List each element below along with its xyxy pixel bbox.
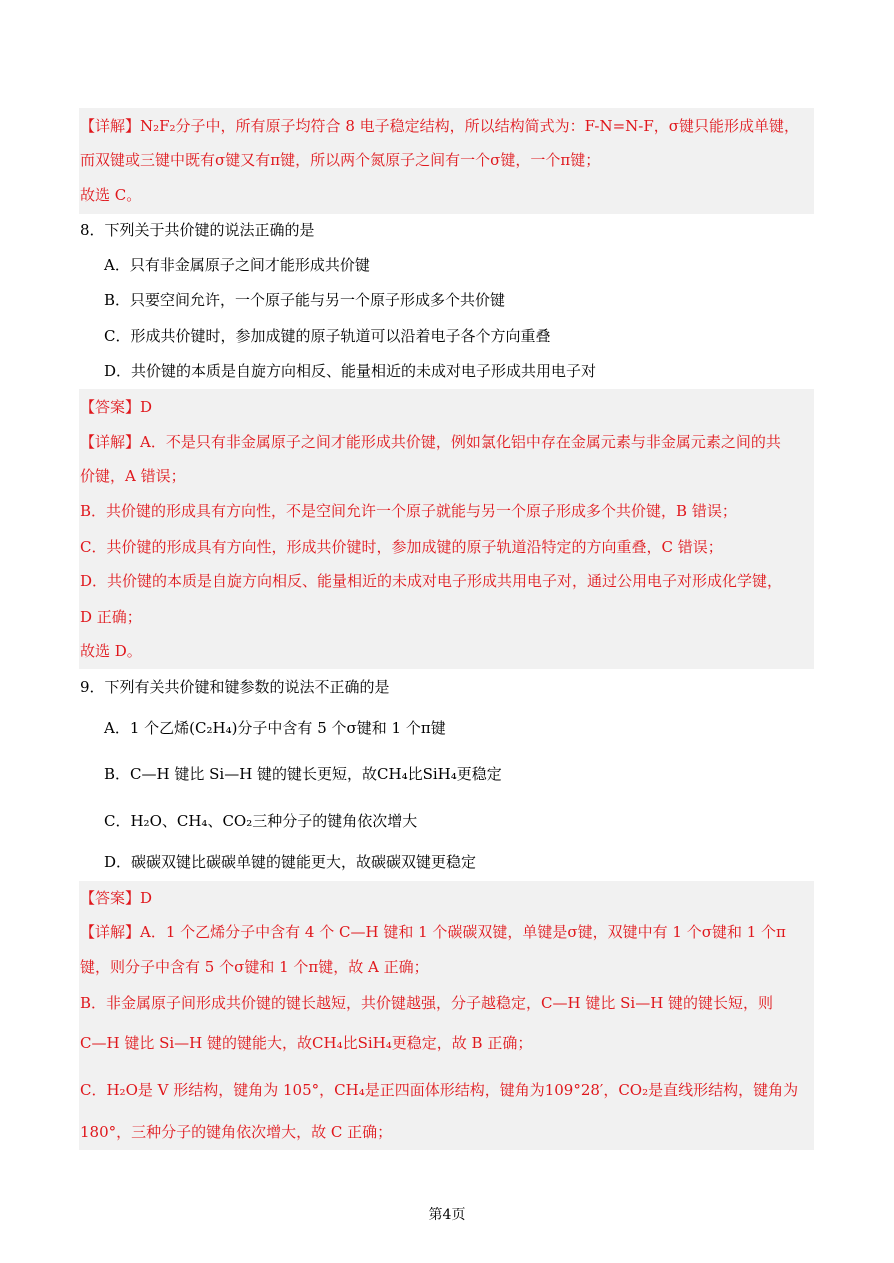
q8-detail-line-3: B．共价键的形成具有方向性，不是空间允许一个原子就能与另一个原子形成多个共价键，B 错误； xyxy=(80,502,737,520)
q9-detail-line-6: 180°，三种分子的键角依次增大，故 C 正确； xyxy=(80,1123,393,1141)
q9-detail-line-5: C．H₂O是 V 形结构，键角为 105°，CH₄是正四面体形结构，键角为109°28′，CO₂是直线形结构，键角为 xyxy=(80,1081,799,1099)
q7-detail-line-2: 而双键或三键中既有σ键又有π键，所以两个氮原子之间有一个σ键，一个π键； xyxy=(80,151,601,169)
q8-option-d: D．共价键的本质是自旋方向相反、能量相近的未成对电子形成共用电子对 xyxy=(104,362,597,380)
q9-detail-line-1: 【详解】A．1 个乙烯分子中含有 4 个 C—H 键和 1 个碳碳双键，单键是σ键，双键中有 1 个σ键和 1 个π xyxy=(80,923,786,941)
q8-stem: 8．下列关于共价键的说法正确的是 xyxy=(80,221,315,239)
q9-detail-line-3: B．非金属原子间形成共价键的键长越短，共价键越强，分子越稳定，C—H 键比 Si—H 键的键长短，则 xyxy=(80,994,774,1012)
q9-option-a: A．1 个乙烯(C₂H₄)分子中含有 5 个σ键和 1 个π键 xyxy=(104,719,446,737)
q8-option-b: B．只要空间允许，一个原子能与另一个原子形成多个共价键 xyxy=(104,291,506,309)
q7-detail-line-1: 【详解】N₂F₂分子中，所有原子均符合 8 电子稳定结构，所以结构简式为：F-N=N-F，σ键只能形成单键， xyxy=(80,117,799,135)
q9-option-c: C．H₂O、CH₄、CO₂三种分子的键角依次增大 xyxy=(104,812,418,830)
q8-detail-line-7: 故选 D。 xyxy=(80,642,142,660)
q8-detail-line-6: D 正确； xyxy=(80,608,142,626)
q8-detail-line-2: 价键，A 错误； xyxy=(80,467,186,485)
q8-detail-line-4: C．共价键的形成具有方向性，形成共价键时，参加成键的原子轨道沿特定的方向重叠，C 错误； xyxy=(80,538,723,556)
q9-detail-line-2: 键，则分子中含有 5 个σ键和 1 个π键，故 A 正确； xyxy=(80,958,429,976)
q8-option-c: C．形成共价键时，参加成键的原子轨道可以沿着电子各个方向重叠 xyxy=(104,327,551,345)
q9-option-d: D．碳碳双键比碳碳单键的键能更大，故碳碳双键更稳定 xyxy=(104,853,477,871)
page-number: 第4页 xyxy=(428,1207,466,1223)
q9-option-b: B．C—H 键比 Si—H 键的键长更短，故CH₄比SiH₄更稳定 xyxy=(104,765,502,783)
q7-detail-line-3: 故选 C。 xyxy=(80,186,142,204)
q9-detail-line-4: C—H 键比 Si—H 键的键能大，故CH₄比SiH₄更稳定，故 B 正确； xyxy=(80,1034,533,1052)
q8-option-a: A．只有非金属原子之间才能形成共价键 xyxy=(104,256,370,274)
q8-detail-line-5: D．共价键的本质是自旋方向相反、能量相近的未成对电子形成共用电子对，通过公用电子对形成化学键， xyxy=(80,572,783,590)
q9-answer: 【答案】D xyxy=(80,889,153,907)
q8-answer: 【答案】D xyxy=(80,398,153,416)
q8-detail-line-1: 【详解】A．不是只有非金属原子之间才能形成共价键，例如氯化铝中存在金属元素与非金属元素之间的共 xyxy=(80,433,781,451)
q9-stem: 9．下列有关共价键和键参数的说法不正确的是 xyxy=(80,678,390,696)
